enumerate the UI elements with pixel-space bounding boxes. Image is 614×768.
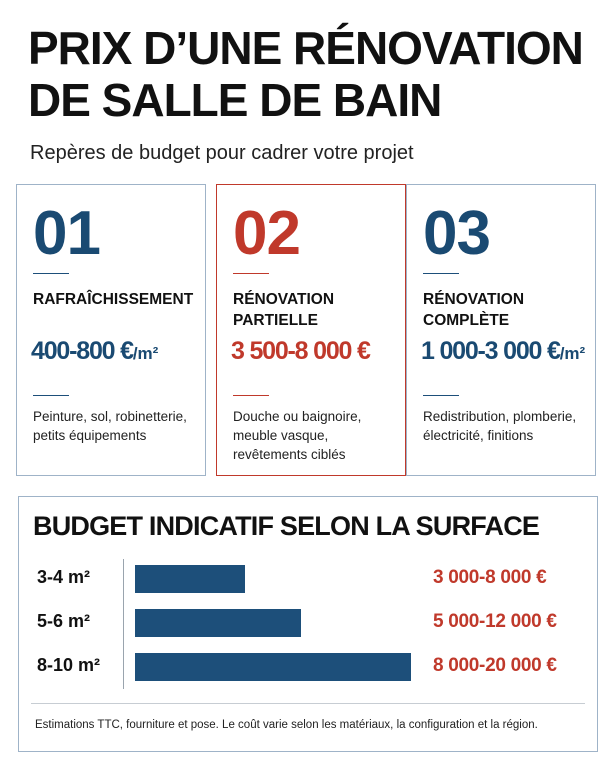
card-title: RÉNOVATION PARTIELLE: [233, 291, 335, 329]
card-price-value: 3 500-8 000 €: [231, 337, 370, 365]
card-price-unit: /m²: [559, 344, 586, 363]
surface-budget-chart: [18, 496, 598, 752]
card-divider: [33, 273, 69, 274]
page-title: [28, 22, 598, 126]
card-price-value: 400-800 €: [31, 337, 133, 365]
chart-value-label: 8 000-20 000 €: [433, 655, 557, 676]
chart-axis: [123, 559, 124, 689]
chart-value-label: 3 000-8 000 €: [433, 567, 547, 588]
card-title: RAFRAÎCHISSEMENT: [33, 291, 194, 308]
chart-bar: [135, 653, 411, 681]
card-partial: [216, 184, 406, 476]
card-number: 03: [423, 199, 490, 268]
chart-bar: [135, 565, 245, 593]
card-description: Peinture, sol, robinetterie, petits équipements: [33, 409, 187, 443]
page-subtitle: Repères de budget pour cadrer votre projet: [30, 142, 414, 164]
card-complete: [406, 184, 596, 476]
chart-category-label: 3-4 m²: [37, 567, 91, 587]
card-price: [31, 337, 207, 366]
chart-category-label: 5-6 m²: [37, 611, 91, 631]
card-divider: [423, 395, 459, 396]
title-line-2: DE SALLE DE BAIN: [28, 74, 442, 126]
card-divider: [423, 273, 459, 274]
card-price: [421, 337, 597, 366]
footer-note: Estimations TTC, fourniture et pose. Le coût varie selon les matériaux, la configuration et la région.: [35, 719, 538, 731]
card-price-value: 1 000-3 000 €: [421, 337, 560, 365]
card-description: Douche ou baignoire, meuble vasque, revêtements ciblés: [233, 409, 362, 462]
card-divider: [33, 395, 69, 396]
card-price: [231, 337, 407, 366]
card-divider: [233, 273, 269, 274]
chart-bar: [135, 609, 301, 637]
card-divider: [233, 395, 269, 396]
chart-value-label: 5 000-12 000 €: [433, 611, 557, 632]
chart-title: BUDGET INDICATIF SELON LA SURFACE: [33, 511, 540, 541]
card-title: RÉNOVATION COMPLÈTE: [423, 291, 525, 329]
card-number: 01: [33, 199, 100, 268]
chart-category-label: 8-10 m²: [37, 655, 101, 675]
card-description: Redistribution, plomberie, électricité, finitions: [423, 409, 577, 443]
title-line-1: PRIX D’UNE RÉNOVATION: [28, 22, 583, 74]
card-number: 02: [233, 199, 300, 268]
card-price-unit: /m²: [132, 344, 159, 363]
card-refresh: [16, 184, 206, 476]
chart-separator: [31, 703, 585, 704]
